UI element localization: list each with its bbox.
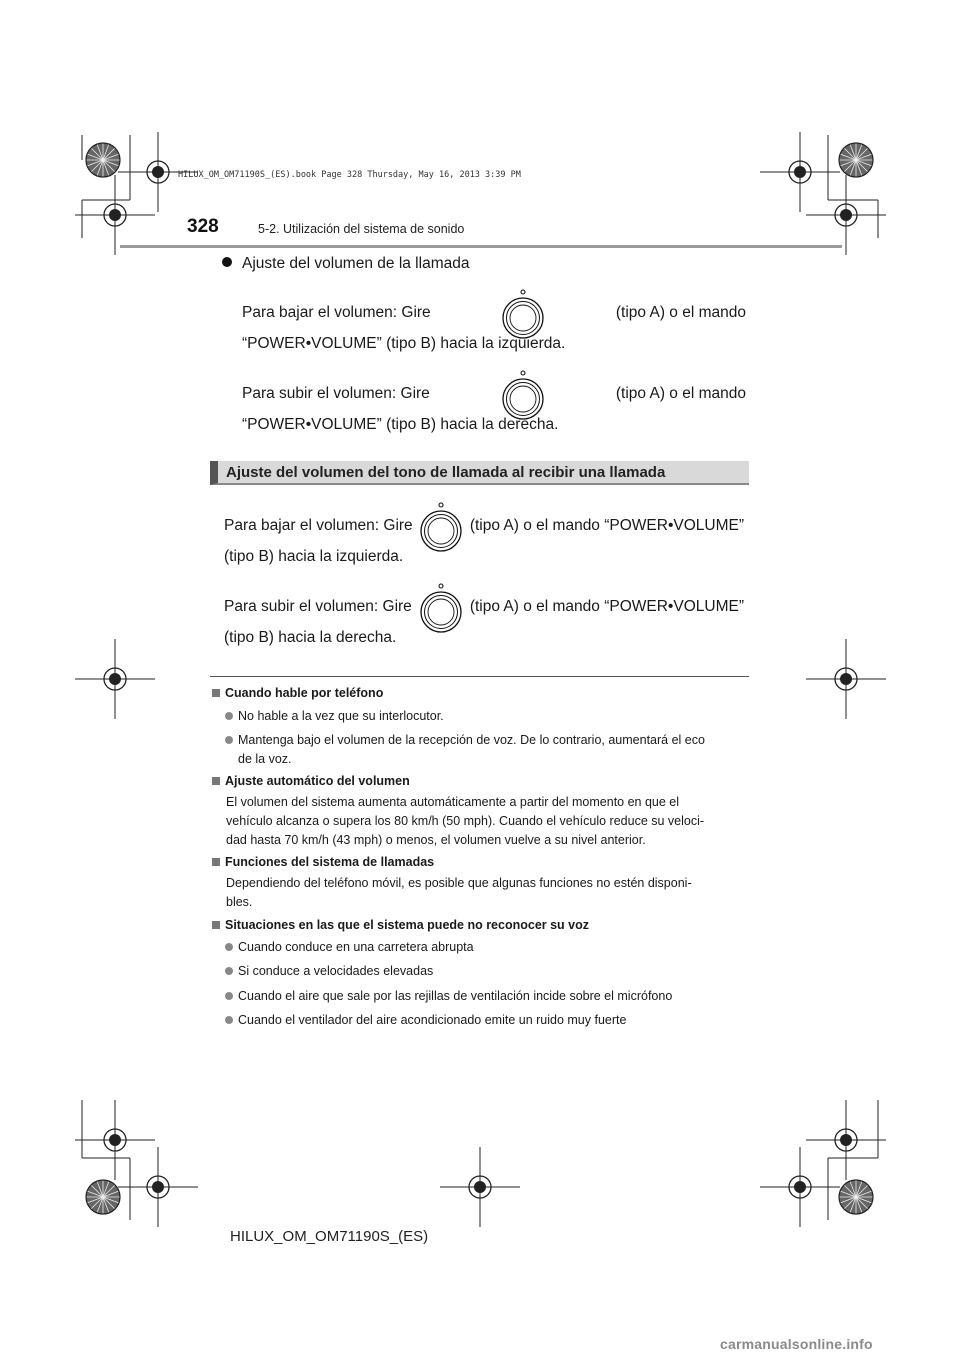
list-item: Si conduce a velocidades elevadas xyxy=(225,962,750,981)
volume-knob-icon xyxy=(418,500,464,552)
color-target-icon xyxy=(839,1180,873,1214)
square-bullet-icon xyxy=(212,921,220,929)
bullet-icon xyxy=(225,1016,233,1024)
square-bullet-icon xyxy=(212,858,220,866)
list-item: Cuando conduce en una carretera abrupta xyxy=(225,938,750,957)
watermark: carmanualsonline.info xyxy=(720,1336,873,1352)
registration-mark-icon xyxy=(440,1147,520,1227)
bullet-icon xyxy=(225,992,233,1000)
ringtone-raise-line2: (tipo B) hacia la derecha. xyxy=(224,629,397,646)
call-volume-heading: Ajuste del volumen de la llamada xyxy=(222,255,469,273)
call-volume-lower-line2: “POWER•VOLUME” (tipo B) hacia la izquierda. xyxy=(242,335,566,352)
page-number: 328 xyxy=(187,216,219,237)
color-target-icon xyxy=(86,1180,120,1214)
list-item: Cuando el ventilador del aire acondicionado emite un ruido muy fuerte xyxy=(225,1011,750,1030)
call-volume-raise-line: Para subir el volumen: Gire (tipo A) o el mando xyxy=(242,368,746,420)
footer-code: HILUX_OM_OM71190S_(ES) xyxy=(230,1228,429,1245)
print-header: HILUX_OM_OM71190S_(ES).book Page 328 Thursday, May 16, 2013 3:39 PM xyxy=(178,170,521,180)
registration-mark-icon xyxy=(75,639,155,719)
ringtone-heading: Ajuste del volumen del tono de llamada al recibir una llamada xyxy=(210,461,749,485)
ringtone-raise-line: Para subir el volumen: Gire (tipo A) o el mando “POWER•VOLUME” xyxy=(224,581,744,633)
list-item: Cuando el aire que sale por las rejillas de ventilación incide sobre el micrófono xyxy=(225,987,750,1006)
bullet-icon xyxy=(222,257,232,267)
color-target-icon xyxy=(839,143,873,177)
section-title: 5-2. Utilización del sistema de sonido xyxy=(258,222,465,236)
list-item: No hable a la vez que su interlocutor. xyxy=(225,707,750,726)
volume-knob-icon xyxy=(500,368,546,420)
bullet-icon xyxy=(225,943,233,951)
note-heading-phone: Cuando hable por teléfono xyxy=(212,686,383,700)
color-target-icon xyxy=(86,143,120,177)
ringtone-lower-line2: (tipo B) hacia la izquierda. xyxy=(224,548,404,565)
registration-mark-icon xyxy=(75,175,155,255)
auto-volume-text: El volumen del sistema aumenta automáticamente a partir del momento en que el vehículo alcanza o supera los 80 km/h (50 mph). Cuando el vehículo reduce su veloci- dad hasta 70 km/h (43 mph) o menos, el volumen vuelve a su nivel anterior. xyxy=(226,795,705,847)
registration-mark-icon xyxy=(806,1100,886,1180)
bullet-icon xyxy=(225,736,233,744)
list-item: Mantenga bajo el volumen de la recepción de voz. De lo contrario, aumentará el eco de la voz. xyxy=(225,731,750,769)
note-heading-auto-volume: Ajuste automático del volumen xyxy=(212,774,410,788)
note-heading-call-functions: Funciones del sistema de llamadas xyxy=(212,855,434,869)
registration-mark-icon xyxy=(806,175,886,255)
registration-mark-icon xyxy=(75,1100,155,1180)
square-bullet-icon xyxy=(212,777,220,785)
volume-knob-icon xyxy=(500,287,546,339)
ringtone-lower-line: Para bajar el volumen: Gire (tipo A) o el mando “POWER•VOLUME” xyxy=(224,500,744,552)
call-volume-lower-line: Para bajar el volumen: Gire (tipo A) o el mando xyxy=(242,287,746,339)
note-heading-recognition: Situaciones en las que el sistema puede no reconocer su voz xyxy=(212,918,589,932)
call-volume-raise-line2: “POWER•VOLUME” (tipo B) hacia la derecha. xyxy=(242,416,559,433)
header-rule xyxy=(120,245,842,248)
notes-rule xyxy=(210,676,749,677)
square-bullet-icon xyxy=(212,689,220,697)
bullet-icon xyxy=(225,967,233,975)
bullet-icon xyxy=(225,712,233,720)
volume-knob-icon xyxy=(418,581,464,633)
call-functions-text: Dependiendo del teléfono móvil, es posible que algunas funciones no estén disponi- bles. xyxy=(226,876,692,909)
registration-mark-icon xyxy=(806,639,886,719)
